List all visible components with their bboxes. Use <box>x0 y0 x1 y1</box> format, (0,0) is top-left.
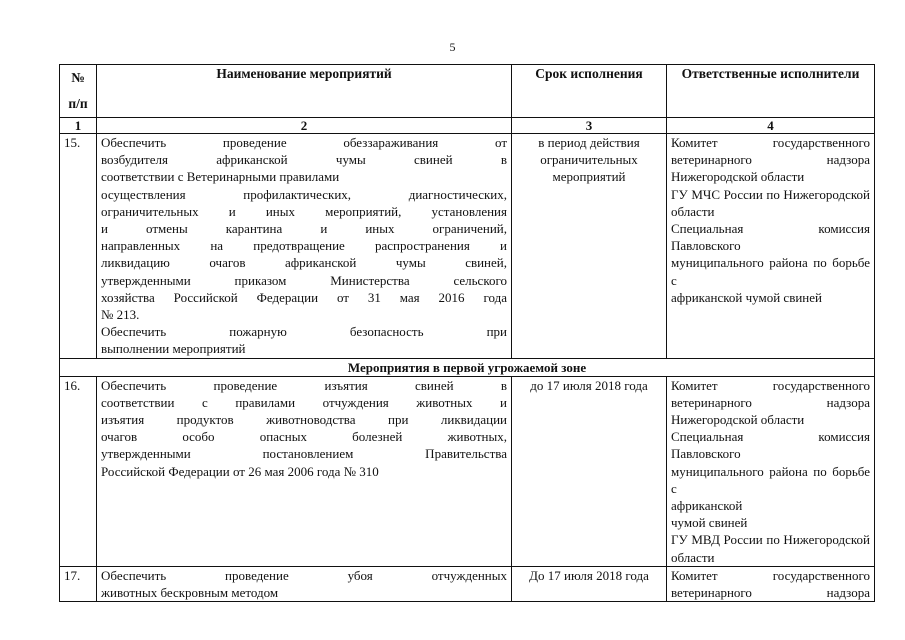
responsible-executors: Комитет государственного ветеринарного надзора <box>667 566 875 601</box>
execution-term: в период действия ограничительных мероприятий <box>512 134 667 359</box>
page-number: 5 <box>449 40 456 54</box>
activity-name: Обеспечить проведение обеззараживания от возбудителя африканской чумы свиней в соответствии с Ветеринарными правилами осуществления профилактических, диагностических, ограничительных и иных мероприятий, установления и отмены карантина и иных ограничений, направленных на предотвращение распространения и ликвидацию очагов африканской чумы свиней, утвержденными приказом Министерства сельского хозяйства Российской Федерации от 31 мая 2016 года № 213. Обеспечить пожарную безопасность при выполнении мероприятий <box>97 134 512 359</box>
row-number: 15. <box>60 134 97 359</box>
column-number: 1 <box>60 118 97 134</box>
section-row <box>60 358 875 376</box>
column-header-responsible: Ответственные исполнители <box>667 65 875 118</box>
column-number: 2 <box>97 118 512 134</box>
row-number: 16. <box>60 376 97 566</box>
execution-term: До 17 июля 2018 года <box>512 566 667 601</box>
table-header-row <box>60 65 875 118</box>
table-row-16 <box>60 376 875 566</box>
responsible-executors: Комитет государственного ветеринарного надзора Нижегородской области Специальная комиссия Павловского муниципального района по борьбе с африканской чумой свиней ГУ МВД России по Нижегородской области <box>667 376 875 566</box>
activity-name: Обеспечить проведение изъятия свиней в соответствии с правилами отчуждения животных и изъятия продуктов животноводства при ликвидации очагов особо опасных болезней животных, утвержденными постановлением Правительства Российской Федерации от 26 мая 2006 года № 310 <box>97 376 512 566</box>
section-title: Мероприятия в первой угрожаемой зоне <box>60 358 875 376</box>
responsible-executors: Комитет государственного ветеринарного надзора Нижегородской области ГУ МЧС России по Нижегородской области Специальная комиссия Павловского муниципального района по борьбе с африканской чумой свиней <box>667 134 875 359</box>
table-row-17 <box>60 566 875 601</box>
table-row-15 <box>60 134 875 359</box>
column-number: 3 <box>512 118 667 134</box>
execution-term: до 17 июля 2018 года <box>512 376 667 566</box>
activity-name: Обеспечить проведение убоя отчужденных животных бескровным методом <box>97 566 512 601</box>
column-header-number: № п/п <box>60 65 97 118</box>
column-header-name: Наименование мероприятий <box>97 65 512 118</box>
activities-table <box>59 64 875 602</box>
column-header-term: Срок исполнения <box>512 65 667 118</box>
column-number: 4 <box>667 118 875 134</box>
column-number-row <box>60 118 875 134</box>
row-number: 17. <box>60 566 97 601</box>
